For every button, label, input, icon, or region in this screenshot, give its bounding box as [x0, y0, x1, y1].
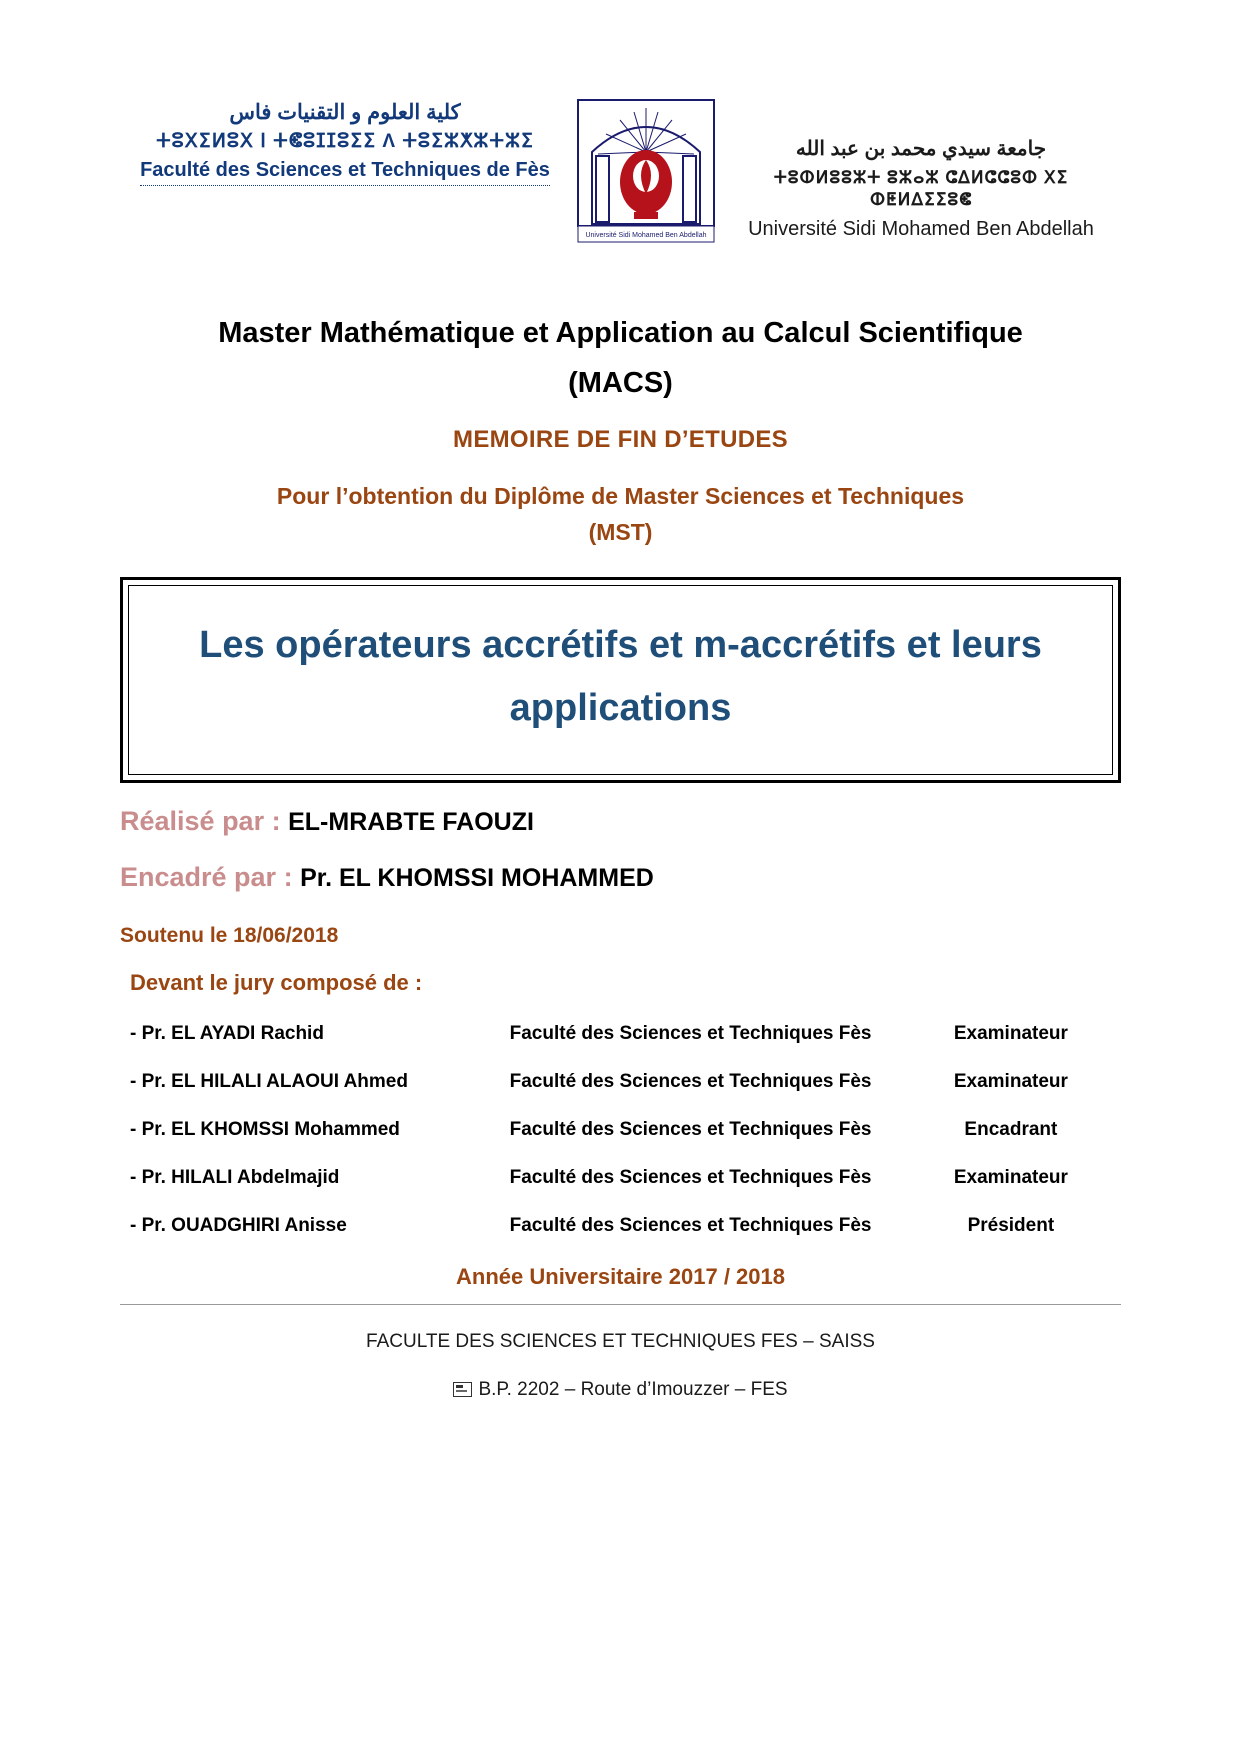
- diploma-statement-line2: (MST): [588, 519, 653, 546]
- supervisor-label: Encadré par :: [120, 862, 293, 893]
- university-logo: [721, 100, 1121, 242]
- jury-table: [120, 1010, 1121, 1250]
- university-name-latin: Université Sidi Mohamed Ben Abdellah: [748, 218, 1094, 241]
- footer-divider: [120, 1304, 1121, 1305]
- master-program-title: Master Mathématique et Application au Calcul Scientifique: [218, 317, 1023, 349]
- jury-member-role: Examinateur: [953, 1070, 1068, 1092]
- table-row: [120, 1154, 1121, 1202]
- document-footer: [120, 1331, 1121, 1401]
- jury-member-institution: Faculté des Sciences et Techniques Fès: [509, 1166, 872, 1188]
- university-seal-icon: [572, 96, 720, 246]
- jury-member-name: - Pr. EL HILALI ALAOUI Ahmed: [130, 1070, 408, 1092]
- author-name: EL-MRABTE FAOUZI: [288, 807, 534, 836]
- fax-icon: [453, 1382, 472, 1397]
- table-row: [120, 1106, 1121, 1154]
- jury-member-institution: Faculté des Sciences et Techniques Fès: [509, 1070, 872, 1092]
- jury-member-institution: Faculté des Sciences et Techniques Fès: [509, 1214, 872, 1236]
- jury-member-name: - Pr. OUADGHIRI Anisse: [130, 1214, 347, 1236]
- academic-year: Année Universitaire 2017 / 2018: [456, 1263, 785, 1289]
- master-program-acronym: (MACS): [568, 366, 673, 399]
- university-name-arabic: جامعة سيدي محمد بن عبد الله: [795, 138, 1047, 160]
- document-header: [120, 0, 1121, 260]
- faculty-logo: [120, 100, 570, 186]
- defense-date: Soutenu le 18/06/2018: [120, 923, 339, 947]
- jury-heading: Devant le jury composé de :: [130, 969, 423, 995]
- university-name-tifinagh: ⵜⵓⵀⵍⵓⵓⵣⵜ ⵓⵣⴰⵣ ⵛⵠⵍⵛⵛⵓⵀ ⵝⵉ ⵀⵟⵍⵠⵉⵉⵓⵞ: [773, 168, 1069, 210]
- faculty-name-arabic: كلية العلوم و التقنيات فاس: [229, 101, 461, 124]
- footer-address: B.P. 2202 – Route d’Imouzzer – FES: [478, 1378, 788, 1400]
- jury-member-name: - Pr. HILALI Abdelmajid: [130, 1166, 340, 1188]
- jury-member-role: Président: [967, 1214, 1055, 1236]
- diploma-statement: [120, 478, 1121, 552]
- supervisor-name: Pr. EL KHOMSSI MOHAMMED: [300, 864, 654, 893]
- table-row: [120, 1202, 1121, 1250]
- faculty-name-tifinagh: ⵜⵓⵝⵉⵍⵓⵝ Ⅰ ⵜⵞⵓⵊⵊⵓⵉⵉ Ʌ ⵜⵓⵉⵣⵅⵣⵜⵣⵉ: [156, 131, 534, 153]
- svg-text:Université Sidi Mohamed Ben Ab: Université Sidi Mohamed Ben Abdellah: [584, 232, 707, 239]
- table-row: [120, 1058, 1121, 1106]
- memoire-label: MEMOIRE DE FIN D’ETUDES: [453, 425, 788, 453]
- jury-member-institution: Faculté des Sciences et Techniques Fès: [509, 1118, 872, 1140]
- thesis-title-box-inner: [128, 585, 1113, 774]
- thesis-title: Les opérateurs accrétifs et m-accrétifs et leurs applications: [199, 624, 1042, 729]
- jury-member-name: - Pr. EL KHOMSSI Mohammed: [130, 1118, 400, 1140]
- jury-member-name: - Pr. EL AYADI Rachid: [130, 1022, 324, 1044]
- jury-member-role: Encadrant: [964, 1118, 1058, 1140]
- author-row: [120, 801, 1121, 842]
- table-row: [120, 1010, 1121, 1058]
- faculty-name-latin: Faculté des Sciences et Techniques de Fès: [140, 158, 550, 186]
- jury-member-role: Examinateur: [953, 1022, 1068, 1044]
- jury-member-institution: Faculté des Sciences et Techniques Fès: [509, 1022, 872, 1044]
- thesis-title-box: [120, 577, 1121, 782]
- footer-institution: FACULTE DES SCIENCES ET TECHNIQUES FES – SAISS: [366, 1330, 875, 1352]
- jury-member-role: Examinateur: [953, 1166, 1068, 1188]
- footer-address-row: [120, 1379, 1121, 1401]
- supervisor-row: [120, 857, 1121, 898]
- diploma-statement-line1: Pour l’obtention du Diplôme de Master Sciences et Techniques: [276, 482, 965, 509]
- author-label: Réalisé par :: [120, 805, 281, 836]
